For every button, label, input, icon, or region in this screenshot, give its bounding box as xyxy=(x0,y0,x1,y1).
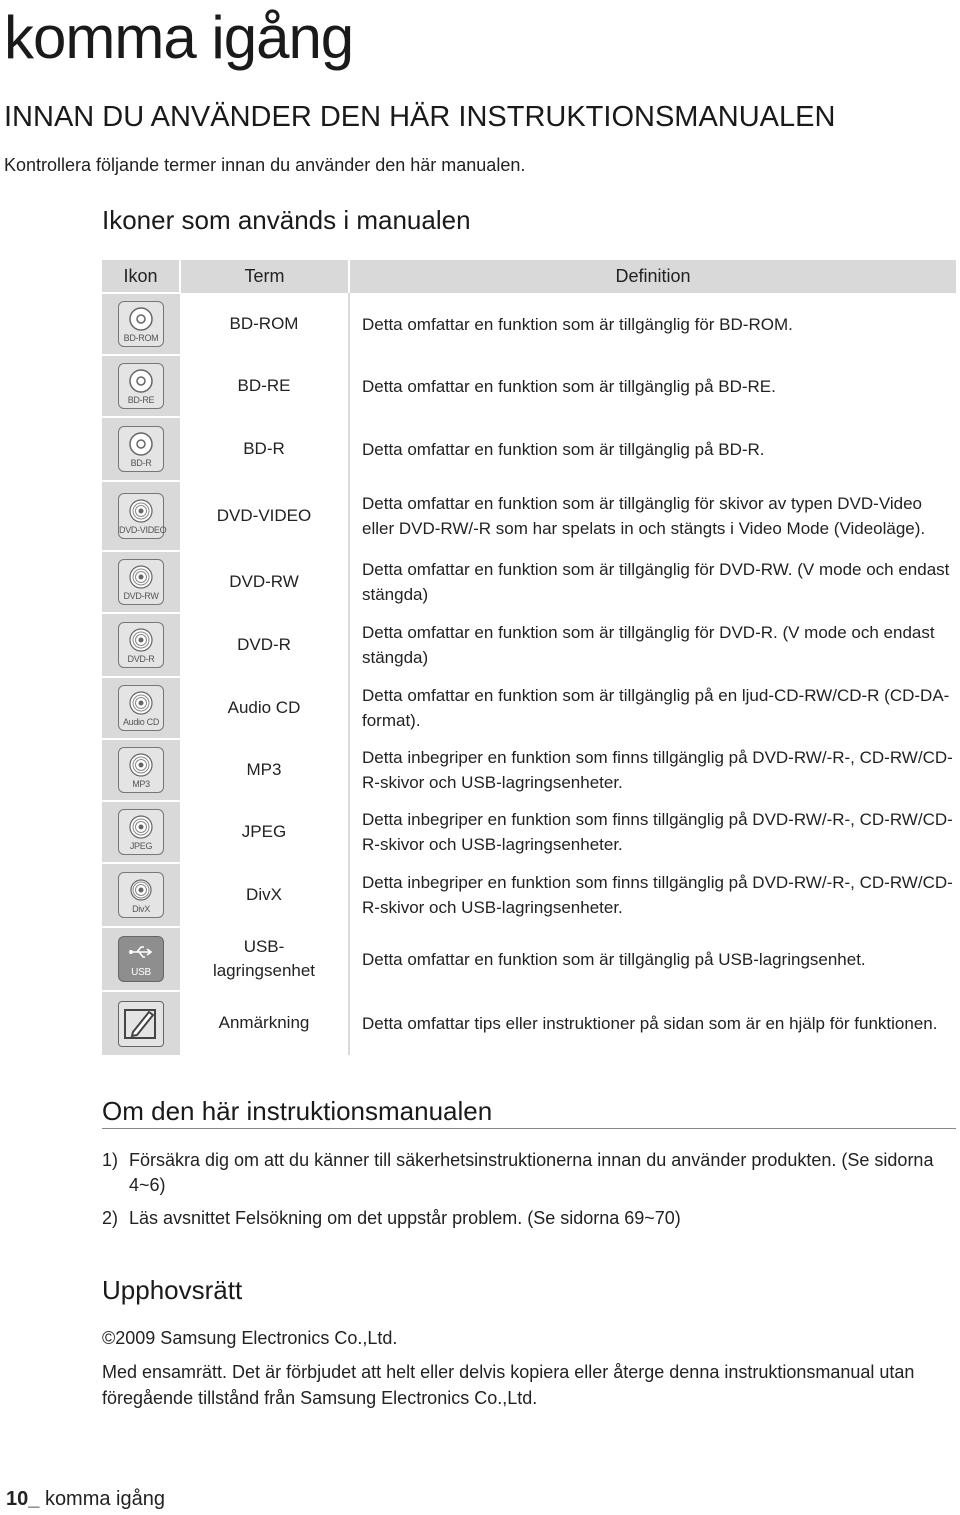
icon-label: JPEG xyxy=(129,841,153,851)
dvd-disc-icon xyxy=(118,559,164,605)
table-row xyxy=(102,613,956,677)
table-row xyxy=(102,863,956,927)
icon-label: USB xyxy=(131,967,151,978)
bd-disc-icon xyxy=(118,426,164,472)
table-row xyxy=(102,801,956,863)
icon-cell xyxy=(102,293,180,355)
icon-cell xyxy=(102,417,180,481)
usb-icon xyxy=(118,936,164,982)
term-cell: JPEG xyxy=(180,801,349,863)
term-cell: BD-R xyxy=(180,417,349,481)
icon-column-header: Ikon xyxy=(102,260,180,293)
definition-column-header: Definition xyxy=(349,260,956,293)
icon-label: BD-ROM xyxy=(123,333,159,343)
definition-cell: Detta omfattar en funktion som är tillgänglig för BD-ROM. xyxy=(362,314,793,334)
note-icon xyxy=(118,1001,164,1047)
table-row xyxy=(102,991,956,1055)
icon-cell xyxy=(102,551,180,613)
definition-cell: Detta omfattar en funktion som är tillgänglig på BD-R. xyxy=(362,439,765,459)
intro-text: Kontrollera följande termer innan du använder den här manualen. xyxy=(4,155,526,175)
icon-label: DVD-R xyxy=(127,654,155,664)
page-footer xyxy=(6,1488,165,1511)
item-number: 2) xyxy=(102,1208,119,1228)
rights-text: Med ensamrätt. Det är förbjudet att helt eller delvis kopiera eller återge denna instruktionsmanual utan föregående tillstånd från Samsung Electronics Co.,Ltd. xyxy=(102,1362,915,1408)
definition-cell: Detta omfattar en funktion som är tillgänglig för skivor av typen DVD-Video eller DVD-RW/-R som har spelats in och stängts i Video Mode (Videoläge). xyxy=(362,494,926,538)
cd-disc-icon xyxy=(118,809,164,855)
item-text: Läs avsnittet Felsökning om det uppstår problem. (Se sidorna 69~70) xyxy=(129,1208,681,1228)
icons-heading: Ikoner som används i manualen xyxy=(102,205,471,235)
term-cell: DVD-VIDEO xyxy=(180,481,349,551)
icon-cell xyxy=(102,481,180,551)
term-cell: Anmärkning xyxy=(180,991,349,1055)
copyright-heading: Upphovsrätt xyxy=(102,1275,243,1305)
term-cell: MP3 xyxy=(180,739,349,801)
definition-cell: Detta omfattar en funktion som är tillgänglig för DVD-RW. (V mode och endast stängda) xyxy=(362,560,950,604)
item-text: Försäkra dig om att du känner till säkerhetsinstruktionerna innan du använder produkten. (Se sidorna 4~6) xyxy=(129,1150,934,1195)
dvd-disc-icon xyxy=(118,622,164,668)
icon-cell xyxy=(102,739,180,801)
definition-cell: Detta omfattar en funktion som är tillgänglig på en ljud-CD-RW/CD-R (CD-DA-format). xyxy=(362,686,950,730)
icon-label: DivX xyxy=(132,904,150,914)
definition-cell: Detta inbegriper en funktion som finns tillgänglig på DVD-RW/-R-, CD-RW/CD-R-skivor och USB-lagringsenheter. xyxy=(362,873,953,917)
icon-cell xyxy=(102,991,180,1055)
term-cell: DVD-RW xyxy=(180,551,349,613)
footer-section: komma igång xyxy=(44,1488,165,1510)
icon-label: DVD-VIDEO xyxy=(119,525,167,535)
definition-cell: Detta omfattar en funktion som är tillgänglig på USB-lagringsenhet. xyxy=(362,949,866,969)
table-row xyxy=(102,551,956,613)
table-row xyxy=(102,677,956,739)
term-column-header: Term xyxy=(180,260,349,293)
term-cell: DivX xyxy=(180,863,349,927)
table-row xyxy=(102,293,956,355)
term-cell: BD-ROM xyxy=(180,293,349,355)
icon-cell xyxy=(102,613,180,677)
section-heading: INNAN DU ANVÄNDER DEN HÄR INSTRUKTIONSMANUALEN xyxy=(4,101,836,133)
cd-disc-icon xyxy=(118,747,164,793)
term-cell: USB-lagringsenhet xyxy=(180,927,349,991)
icon-cell xyxy=(102,677,180,739)
definition-cell: Detta omfattar en funktion som är tillgänglig för DVD-R. (V mode och endast stängda) xyxy=(362,623,935,667)
chapter-title: komma igång xyxy=(4,4,354,71)
icon-cell xyxy=(102,801,180,863)
icon-cell xyxy=(102,355,180,417)
cd-disc-icon xyxy=(118,685,164,731)
definition-cell: Detta omfattar en funktion som är tillgänglig på BD-RE. xyxy=(362,376,776,396)
icon-cell xyxy=(102,863,180,927)
definition-cell: Detta omfattar tips eller instruktioner på sidan som är en hjälp för funktionen. xyxy=(362,1013,938,1033)
bd-disc-icon xyxy=(118,363,164,409)
item-number: 1) xyxy=(102,1150,119,1170)
about-item xyxy=(102,1206,942,1231)
about-list xyxy=(102,1148,942,1239)
icon-cell xyxy=(102,927,180,991)
term-cell: DVD-R xyxy=(180,613,349,677)
about-heading: Om den här instruktionsmanualen xyxy=(102,1094,956,1129)
definition-cell: Detta inbegriper en funktion som finns tillgänglig på DVD-RW/-R-, CD-RW/CD-R-skivor och USB-lagringsenheter. xyxy=(362,810,953,854)
about-item xyxy=(102,1148,942,1198)
table-row xyxy=(102,739,956,801)
bd-disc-icon xyxy=(118,301,164,347)
divx-disc-icon xyxy=(118,872,164,918)
page-number: 10_ xyxy=(6,1488,40,1510)
icons-table xyxy=(102,260,956,1055)
icon-label: BD-RE xyxy=(127,395,155,405)
definition-cell: Detta inbegriper en funktion som finns tillgänglig på DVD-RW/-R-, CD-RW/CD-R-skivor och USB-lagringsenheter. xyxy=(362,748,953,792)
icon-label: DVD-RW xyxy=(123,591,159,601)
dvd-disc-icon xyxy=(118,493,167,539)
table-row xyxy=(102,481,956,551)
icon-label: BD-R xyxy=(130,458,152,468)
term-cell: Audio CD xyxy=(180,677,349,739)
copyright-line: ©2009 Samsung Electronics Co.,Ltd. xyxy=(102,1328,398,1348)
term-cell: BD-RE xyxy=(180,355,349,417)
icon-label: Audio CD xyxy=(122,717,160,727)
table-row xyxy=(102,417,956,481)
icon-label: MP3 xyxy=(132,779,150,789)
table-row xyxy=(102,927,956,991)
table-row xyxy=(102,355,956,417)
